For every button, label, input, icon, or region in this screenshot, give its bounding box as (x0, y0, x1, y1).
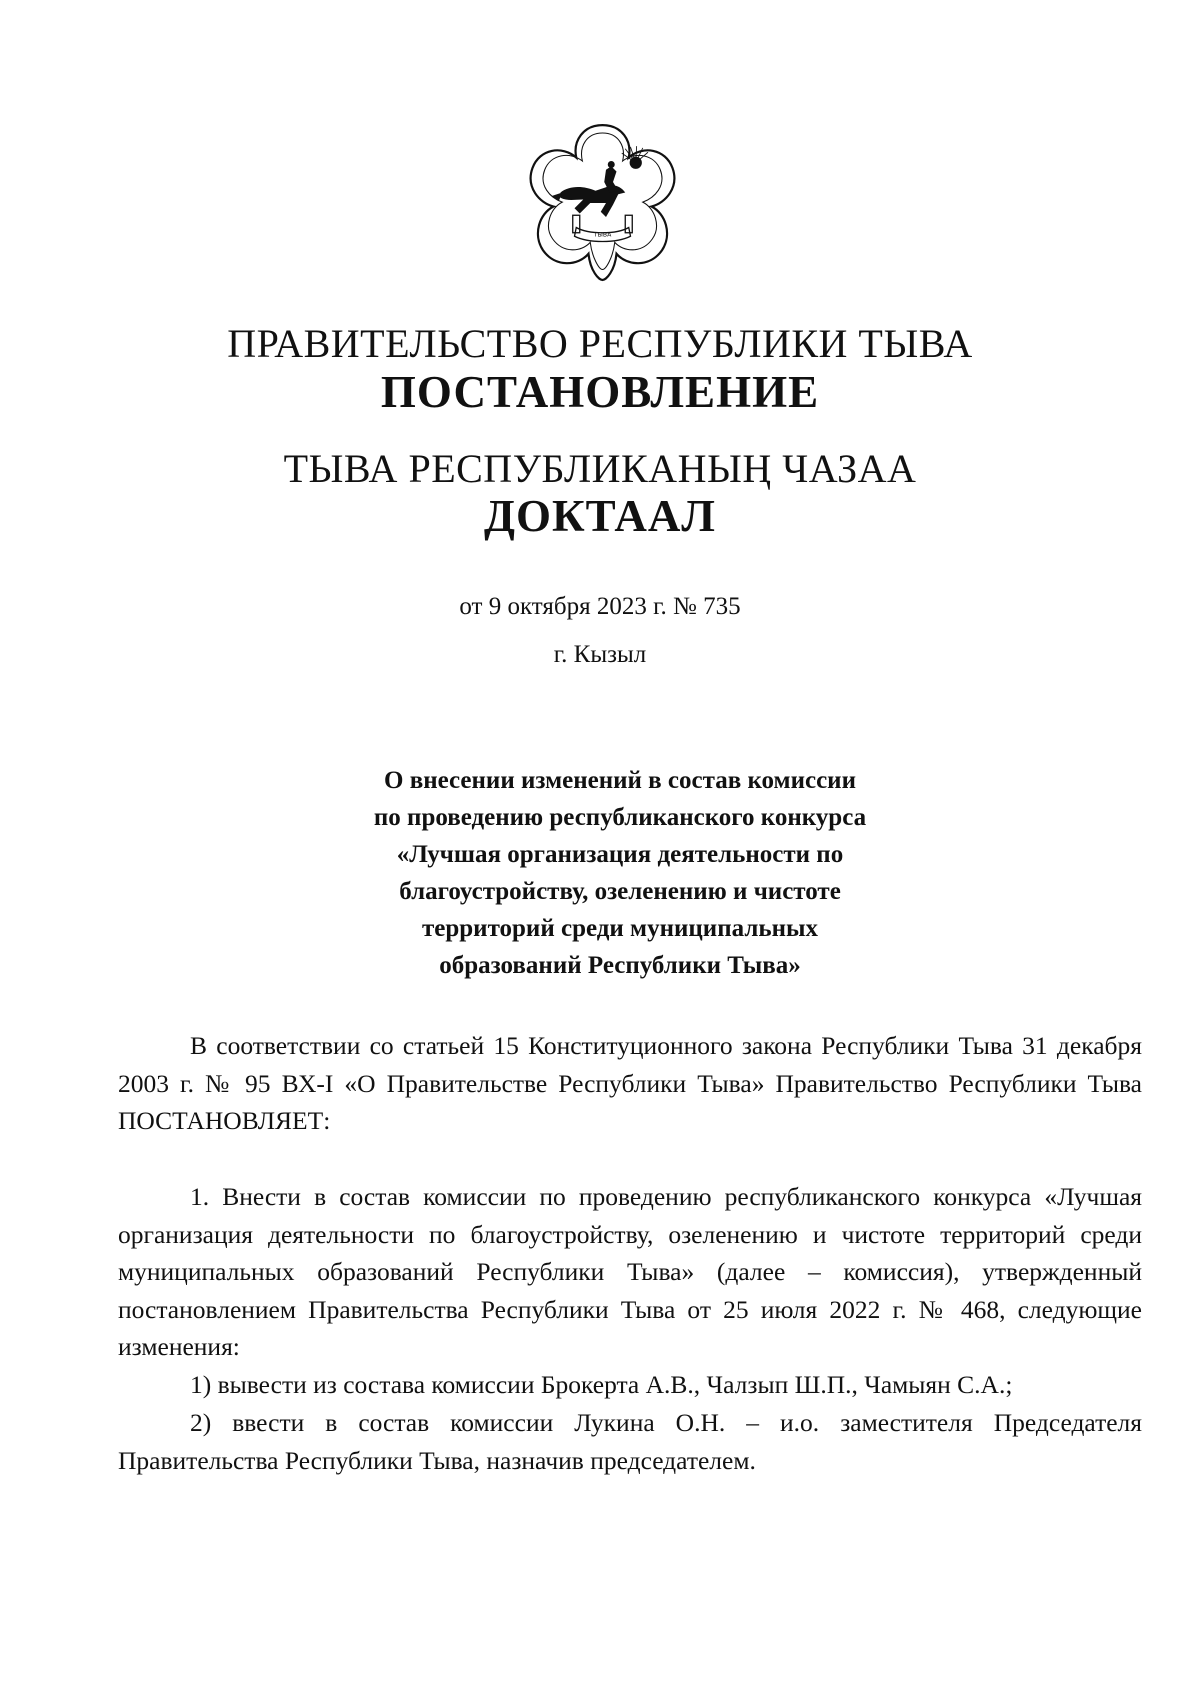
document-city: г. Кызыл (553, 641, 647, 668)
document-type-tyv: ДОКТААЛ (484, 491, 716, 541)
tuva-emblem-icon (515, 112, 690, 287)
subject-line: по проведению республиканского конкурса (373, 804, 867, 831)
document-type-ru: ПОСТАНОВЛЕНИЕ (380, 367, 820, 417)
government-title-ru: ПРАВИТЕЛЬСТВО РЕСПУБЛИКИ ТЫВА (227, 321, 973, 366)
subject-line: благоустройству, озеленению и чистоте (399, 878, 841, 905)
document-subject (300, 762, 940, 984)
subject-line: образований Республики Тыва» (439, 952, 801, 979)
subject-line: О внесении изменений в состав комиссии (384, 767, 856, 794)
item-1-2-paragraph: 2) ввести в состав комиссии Лукина О.Н. – и.о. заместителя Председателя Правительства Республики Тыва, назначив председателем. (118, 1408, 1142, 1475)
preamble-paragraph: В соответствии со статьей 15 Конституционного закона Республики Тыва 31 декабря 2003 г. № 95 ВХ-I «О Правительстве Республики Тыва» Правительство Республики Тыва ПОСТАНОВЛЯЕТ: (118, 1031, 1142, 1135)
subject-line: территорий среди муниципальных (421, 915, 818, 942)
subject-line: «Лучшая организация деятельности по (396, 841, 844, 868)
item-1-paragraph: 1. Внести в состав комиссии по проведению республиканского конкурса «Лучшая организация деятельности по благоустройству, озеленению и чистоте территорий среди муниципальных образований Республики Тыва» (далее – комиссия), утвержденный постановлением Правительства Республики Тыва от 25 июля 2022 г. № 468, следующие изменения: (118, 1182, 1142, 1361)
document-date-number: от 9 октября 2023 г. № 735 (459, 593, 741, 620)
item-1-1-paragraph: 1) вывести из состава комиссии Брокерта А.В., Чалзып Ш.П., Чамыян С.А.; (190, 1370, 1013, 1399)
government-title-tyv: ТЫВА РЕСПУБЛИКАНЫҢ ЧАЗАА (283, 446, 917, 491)
svg-text:ТЫВА: ТЫВА (593, 231, 612, 239)
